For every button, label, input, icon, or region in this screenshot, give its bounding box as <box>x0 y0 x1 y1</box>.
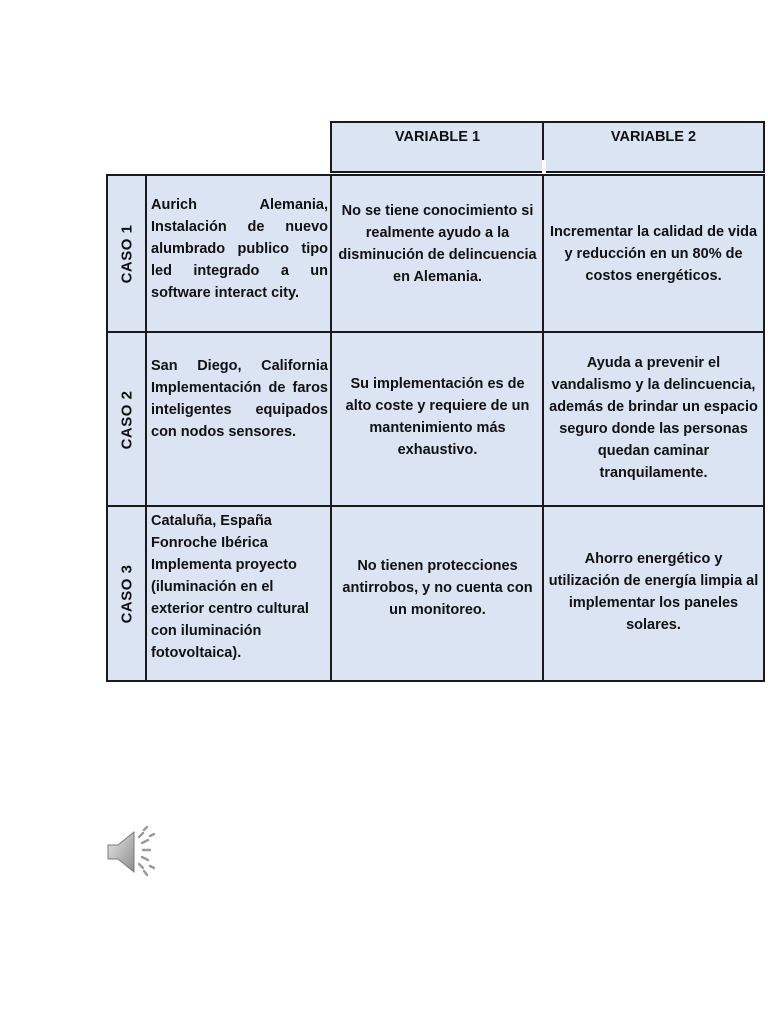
header-variable-2 <box>542 121 765 173</box>
case-2-variable-2-text: Ayuda a prevenir el vandalismo y la delincuencia, además de brindar un espacio seguro donde las personas quedan caminar tranquilamente. <box>549 354 758 481</box>
header-variable-1 <box>330 121 545 173</box>
case-1-label: CASO 1 <box>118 224 136 284</box>
case-1-description-text: Aurich Alemania, Instalación de nuevo alumbrado publico tipo led integrado a un software interact city. <box>151 197 328 301</box>
case-3-variable-2 <box>542 505 765 682</box>
case-1-variable-2-text: Incrementar la calidad de vida y reducción en un 80% de costos energéticos. <box>549 224 758 284</box>
case-2-description <box>145 331 333 508</box>
case-1-description <box>145 174 333 334</box>
case-3-label: CASO 3 <box>118 564 136 623</box>
case-1-label-cell <box>106 174 148 334</box>
header-variable-1-label: VARIABLE 1 <box>394 129 481 145</box>
case-2-variable-2 <box>542 331 765 508</box>
case-1-variable-2 <box>542 174 765 334</box>
header-variable-2-label: VARIABLE 2 <box>610 129 697 145</box>
case-1-variable-1-text: No se tiene conocimiento si realmente ayudo a la disminución de delincuencia en Alemania. <box>338 203 537 285</box>
case-3-variable-1-text: No tienen protecciones antirrobos, y no cuenta con un monitoreo. <box>342 557 533 618</box>
case-3-variable-2-text: Ahorro energético y utilización de energía limpia al implementar los paneles solares. <box>548 550 759 633</box>
case-3-description-text: Cataluña, España Fonroche Ibérica Implementa proyecto (iluminación en el exterior centro cultural con iluminación fotovoltaica). <box>151 513 309 661</box>
case-2-label-cell <box>106 331 148 508</box>
case-3-label-cell <box>106 505 148 682</box>
speaker-icon[interactable] <box>104 826 158 878</box>
case-1-variable-1 <box>330 174 545 334</box>
header-divider <box>542 160 546 174</box>
case-2-label: CASO 2 <box>118 390 136 449</box>
case-3-description <box>145 505 333 682</box>
case-3-variable-1 <box>330 505 545 682</box>
case-2-description-text: San Diego, California Implementación de faros inteligentes equipados con nodos sensores. <box>151 358 328 440</box>
case-2-variable-1 <box>330 331 545 508</box>
case-2-variable-1-text: Su implementación es de alto coste y requiere de un mantenimiento más exhaustivo. <box>345 376 530 458</box>
